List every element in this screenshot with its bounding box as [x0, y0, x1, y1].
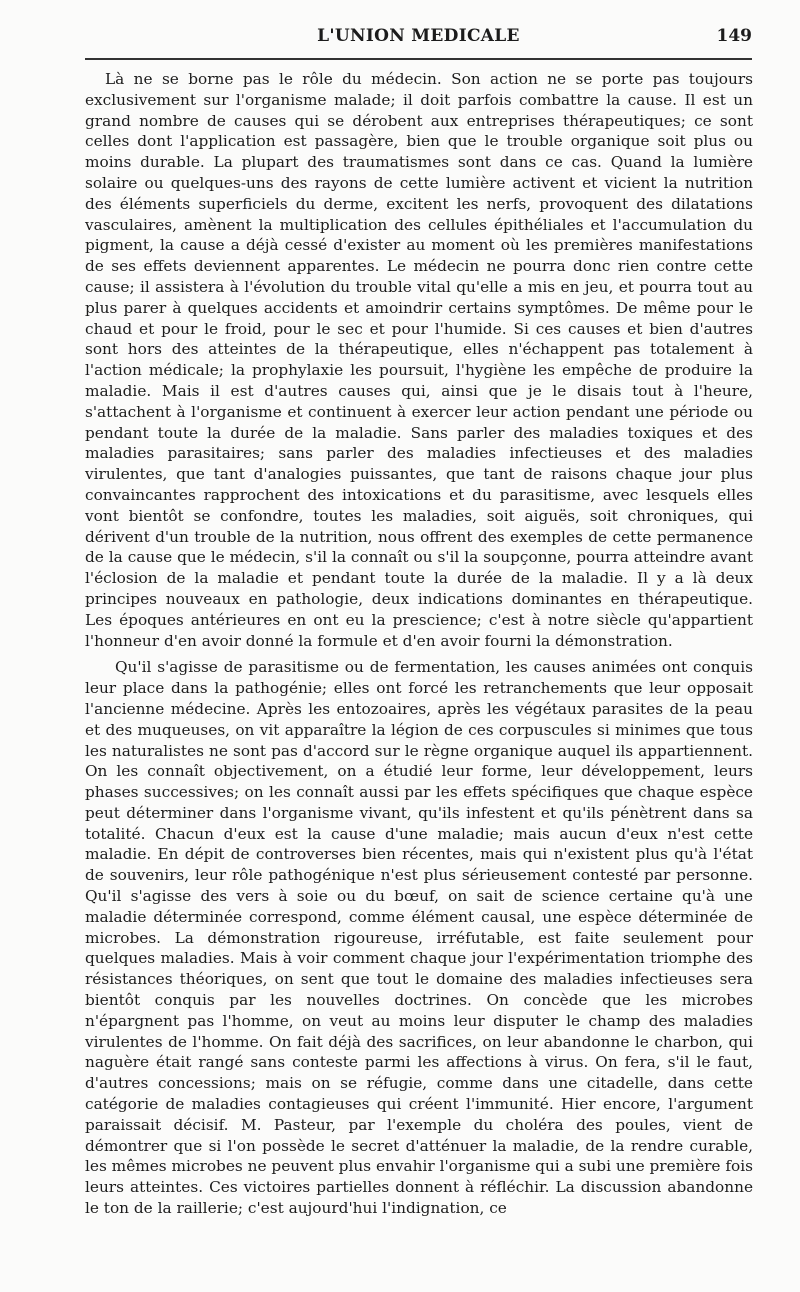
paragraph: Qu'il s'agisse de parasitisme ou de fermentation, les causes animées ont conquis leur place dans la pathogénie; elles ont forcé les retranchements que leur opposait l'ancienne médecine. Après les entozoaires, après les végétaux parasites de la peau et des muqueuses, on vit apparaître la légion de ces corpuscules si minimes que tous les naturalistes ne sont pas d'accord sur le règne organique auquel ils appartiennent. On les connaît objectivement, on a étudié leur forme, leur développement, leurs phases successives; on les connaît aussi par les effets spécifiques que chaque espèce peut déterminer dans l'organisme vivant, qu'ils infestent et qu'ils pénètrent dans sa totalité. Chacun d'eux est la cause d'une maladie; mais aucun d'eux n'est cette maladie. En dépit de controverses bien récentes, mais qui n'existent plus qu'à l'état de souvenirs, leur rôle pathogénique n'est plus sérieusement contesté par personne. Qu'il s'agisse des vers à soie ou du bœuf, on sait de science certaine qu'à une maladie déterminée correspond, comme élément causal, une espèce déterminée de microbes. La démonstration rigoureuse, irréfutable, est faite seulement pour quelques maladies. Mais à voir comment chaque jour l'expérimentation triomphe des résistances théoriques, on sent que tout le domaine des maladies infectieuses sera bientôt conquis par les nouvelles doctrines. On concède que les microbes n'épargnent pas l'homme, on veut au moins leur disputer le champ des maladies virulentes de l'homme. On fait déjà des sacrifices, on leur abandonne le charbon, qui naguère était rangé sans conteste parmi les affections à virus. On fera, s'il le faut, d'autres concessions; mais on se réfugie, comme dans une citadelle, dans cette catégorie de maladies contagieuses qui créent l'immunité. Hier encore, l'argument paraissait décisif. M. Pasteur, par l'exemple du choléra des poules, vient de démontrer que si l'on possède le secret d'atténuer la maladie, de la rendre curable, les mêmes microbes ne peuvent plus envahir l'organisme qui a subi une première fois leurs atteintes. Ces victoires partielles donnent à réfléchir. La discussion abandonne le ton de la raillerie; c'est aujourd'hui l'indignation, ce [85, 658, 753, 1218]
header-rule [85, 58, 752, 60]
running-header [85, 18, 752, 58]
paragraph: Là ne se borne pas le rôle du médecin. Son action ne se porte pas toujours exclusivement sur l'organisme malade; il doit parfois combattre la cause. Il est un grand nombre de causes qui se dérobent aux entreprises thérapeutiques; ce sont celles dont l'application est passagère, bien que le trouble organique soit plus ou moins durable. La plupart des traumatismes sont dans ce cas. Quand la lumière solaire ou quelques-uns des rayons de cette lumière activent et vicient la nutrition des éléments superficiels du derme, excitent les nerfs, provoquent des dilatations vasculaires, amènent la multiplication des cellules épithéliales et l'accumulation du pigment, la cause a déjà cessé d'exister au moment où les premières manifestations de ses effets deviennent apparentes. Le médecin ne pourra donc rien contre cette cause; il assistera à l'évolution du trouble vital qu'elle a mis en jeu, et pourra tout au plus parer à quelques accidents et amoindrir certains symptômes. De même pour le chaud et pour le froid, pour le sec et pour l'humide. Si ces causes et bien d'autres sont hors des atteintes de la thérapeutique, elles n'échappent pas totalement à l'action médicale; la prophylaxie les poursuit, l'hygiène les empêche de produire la maladie. Mais il est d'autres causes qui, ainsi que je le disais tout à l'heure, s'attachent à l'organisme et continuent à exercer leur action pendant une période ou pendant toute la durée de la maladie. Sans parler des maladies toxiques et des maladies parasitaires; sans parler des maladies infectieuses et des maladies virulentes, que tant d'analogies puissantes, que tant de raisons chaque jour plus convaincantes rapprochent des intoxications et du parasitisme, avec lesquels elles vont bientôt se confondre, toutes les maladies, soit aiguës, soit chroniques, qui dérivent d'un trouble de la nutrition, nous offrent des exemples de cette permanence de la cause que le médecin, s'il la connaît ou s'il la soupçonne, pourra atteindre avant l'éclosion de la maladie et pendant toute la durée de la maladie. Il y a là deux principes nouveaux en pathologie, deux indications dominantes en thérapeutique. Les époques antérieures en ont eu la prescience; c'est à notre siècle qu'appartient l'honneur d'en avoir donné la formule et d'en avoir fourni la démonstration. [85, 70, 753, 650]
body-text [85, 69, 753, 1219]
page-number: 149 [716, 26, 752, 46]
journal-title: L'UNION MEDICALE [317, 26, 520, 46]
